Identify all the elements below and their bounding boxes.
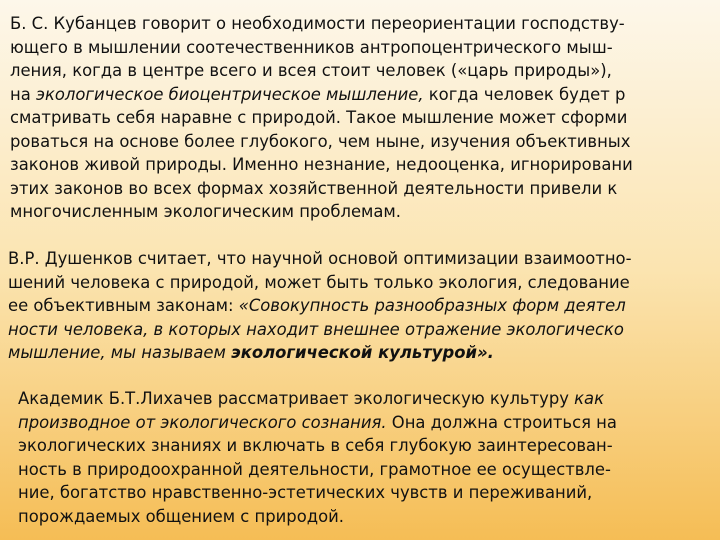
text-run: Она должна строиться на — [386, 412, 617, 432]
paragraph-line: Б. С. Кубанцев говорит о необходимости переориентации господству- — [10, 14, 625, 33]
paragraph-line: роваться на основе более глубокого, чем ныне, изучения объективных — [10, 131, 631, 151]
italic-emphasis: как — [574, 389, 605, 408]
paragraph-line: ющего в мышлении соотечественников антропоцентрического мыш- — [10, 37, 613, 57]
paragraph-likhachev — [18, 387, 720, 528]
paragraph-line: сматривать себя наравне с природой. Такое мышление может сформи — [10, 108, 628, 127]
paragraph-kubantsev — [10, 12, 720, 224]
text-run: на — [10, 84, 36, 104]
paragraph-line — [10, 83, 720, 107]
paragraph-line: шений человека с природой, может быть только экология, следование — [8, 272, 630, 292]
paragraph-line: порождаемых общением с природой. — [18, 506, 344, 526]
paragraph-line — [18, 411, 720, 435]
paragraph-line: многочисленным экологическим проблемам. — [10, 202, 402, 221]
paragraph-line: законов живой природы. Именно незнание, недооценка, игнорировани — [10, 155, 633, 174]
paragraph-dushenkov — [8, 247, 720, 365]
paragraph-line: ность в природоохранной деятельности, грамотное ее осуществле- — [18, 459, 611, 479]
paragraph-line — [8, 341, 720, 365]
paragraph-line — [18, 387, 720, 411]
italic-emphasis: экологическое биоцентрическое мышление, — [35, 84, 424, 104]
paragraph-line: экологических знаниях и включать в себя глубокую заинтересован- — [18, 436, 613, 455]
text-run: ее объективным законам: — [8, 296, 239, 315]
paragraph-line: ние, богатство нравственно-эстетических чувств и переживаний, — [18, 483, 593, 502]
italic-quote-line: ности человека, в которых находит внешнее отражение экологическо — [8, 319, 624, 339]
text-run: Академик Б.Т.Лихачев рассматривает экологическую культуру — [18, 389, 575, 408]
paragraph-line: В.Р. Душенков считает, что научной основой оптимизации взаимоотно- — [8, 249, 632, 268]
bold-italic-emphasis: экологической культурой». — [231, 343, 494, 362]
italic-quote: «Совокупность разнообразных форм деятел — [238, 296, 626, 315]
text-run: когда человек будет р — [423, 84, 626, 104]
paragraph-line: ления, когда в центре всего и всея стоит человек («царь природы»), — [10, 61, 612, 80]
italic-emphasis: производное от экологического сознания. — [18, 412, 387, 432]
paragraph-line: этих законов во всех формах хозяйственной деятельности привели к — [10, 178, 618, 198]
paragraph-line — [8, 294, 720, 318]
italic-quote: мышление, мы называем — [8, 343, 232, 362]
